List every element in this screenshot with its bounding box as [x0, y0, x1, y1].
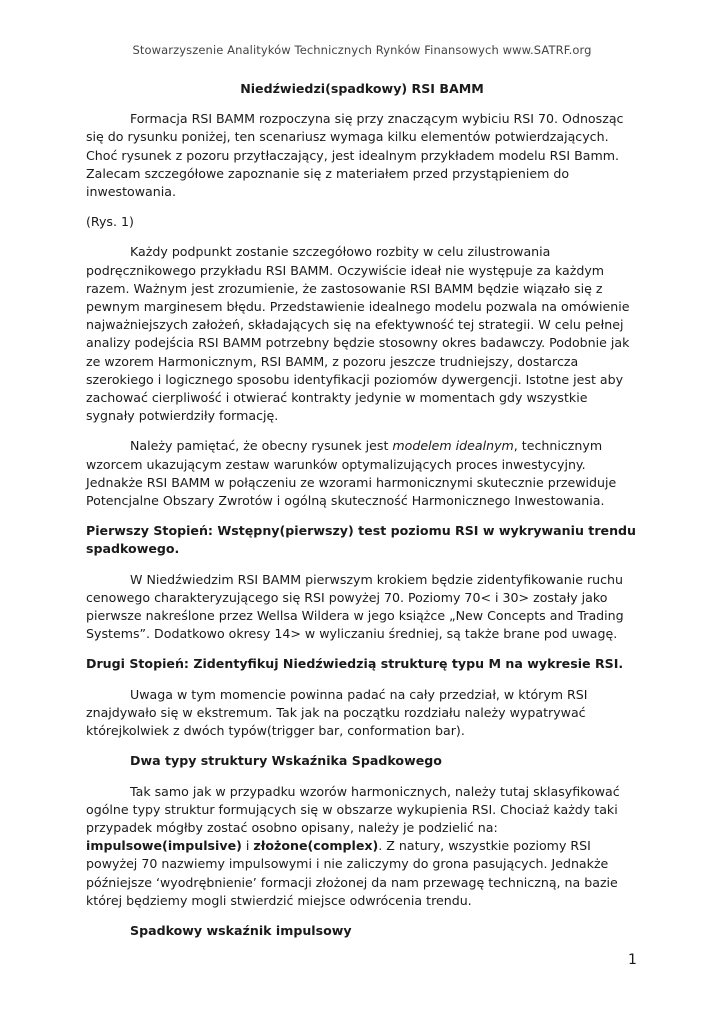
section-heading-stage-2: Drugi Stopień: Zidentyfikuj Niedźwiedzią strukturę typu M na wykresie RSI.: [86, 656, 624, 672]
paragraph-ideal-model: [86, 437, 638, 510]
structure-types-text-1: Tak samo jak w przypadku wzorów harmonicznych, należy tutaj sklasyfikować ogólne typy struktur formujących się w obszarze wykupienia RSI. Chociaż każdy taki przypadek mógłby zostać osobno opisany, należy je podzielić na:: [86, 783, 620, 835]
paragraph-details: Każdy podpunkt zostanie szczegółowo rozbity w celu zilustrowania podręcznikowego przykładu RSI BAMM. Oczywiście ideał nie występuje za każdym razem. Ważnym jest zrozumienie, że zastosowanie RSI BAMM będzie wiązało się z pewnym marginesem błędu. Przedstawienie idealnego modelu pozwala na omówienie najważniejszych założeń, składających się na efektywność tej strategii. W celu pełnej analizy podejścia RSI BAMM potrzebny będzie stosowny okres badawczy. Podobnie jak ze wzorem Harmonicznym, RSI BAMM, z pozoru jeszcze trudniejszy, dostarcza szerokiego i logicznego sposobu identyfikacji poziomów dywergencji. Istotne jest aby zachować cierpliwość i otwierać kontrakty jedynie w momentach gdy wszystkie sygnały potwierdziły formację.: [86, 244, 630, 424]
paragraph-stage-1: W Niedźwiedzim RSI BAMM pierwszym krokiem będzie zidentyfikowanie ruchu cenowego charakteryzującego się RSI powyżej 70. Poziomy 70< i 30> zostały jako pierwsze nakreślone przez Wellsa Wildera w jego książce „New Concepts and Trading Systems”. Dodatkowo okresy 14> w wyliczaniu średniej, są także brane pod uwagę.: [86, 571, 624, 642]
section-heading-stage-1: Pierwszy Stopień: Wstępny(pierwszy) test poziomu RSI w wykrywaniu trendu spadkowego.: [86, 523, 637, 557]
structure-types-complex: złożone(complex): [253, 838, 379, 854]
paragraph-ideal-model-text-1: Należy pamiętać, że obecny rysunek jest: [130, 438, 393, 454]
figure-reference: (Rys. 1): [86, 214, 134, 230]
structure-types-text-3: . Z natury, wszystkie poziomy RSI powyżej 70 nazwiemy impulsowymi i nie zaliczymy do grona pasujących. Jednakże późniejsze ‘wyodrębnienie’ formacji złożonej da nam przewagę techniczną, na bazie której będziemy mogli stwierdzić miejsce odwrócenia trendu.: [86, 838, 618, 908]
page-number: 1: [628, 952, 637, 968]
page-header: Stowarzyszenie Analityków Technicznych Rynków Finansowych www.SATRF.org: [132, 43, 592, 57]
paragraph-stage-2: Uwaga w tym momencie powinna padać na cały przedział, w którym RSI znajdywało się w ekstremum. Tak jak na początku rozdziału należy wypatrywać którejkolwiek z dwóch typów(trigger bar, conformation bar).: [86, 686, 588, 739]
paragraph-ideal-model-emphasis: modelem idealnym: [392, 438, 514, 454]
structure-types-text-2: i: [241, 838, 254, 854]
subsection-heading-impulse: Spadkowy wskaźnik impulsowy: [130, 922, 352, 938]
subsection-heading-structures: Dwa typy struktury Wskaźnika Spadkowego: [130, 753, 442, 769]
paragraph-intro: Formacja RSI BAMM rozpoczyna się przy znaczącym wybiciu RSI 70. Odnosząc się do rysunku poniżej, ten scenariusz wymaga kilku elementów potwierdzających. Choć rysunek z pozoru przytłaczający, jest idealnym przykładem modelu RSI Bamm. Zalecam szczegółowe zapoznanie się z materiałem przed przystąpieniem do inwestowania.: [86, 111, 624, 200]
paragraph-structure-types: [86, 783, 638, 910]
document-title: Niedźwiedzi(spadkowy) RSI BAMM: [240, 81, 484, 96]
paragraph-ideal-model-text-2: , technicznym wzorcem ukazującym zestaw warunków optymalizujących proces inwestycyjny. Jednakże RSI BAMM w połączeniu ze wzorami harmonicznymi skutecznie przewiduje Potencjalne Obszary Zwrotów i ogólną skuteczność Harmonicznego Inwestowania.: [86, 438, 617, 509]
document-body: [86, 80, 638, 952]
structure-types-impulsive: impulsowe(impulsive): [86, 838, 242, 854]
